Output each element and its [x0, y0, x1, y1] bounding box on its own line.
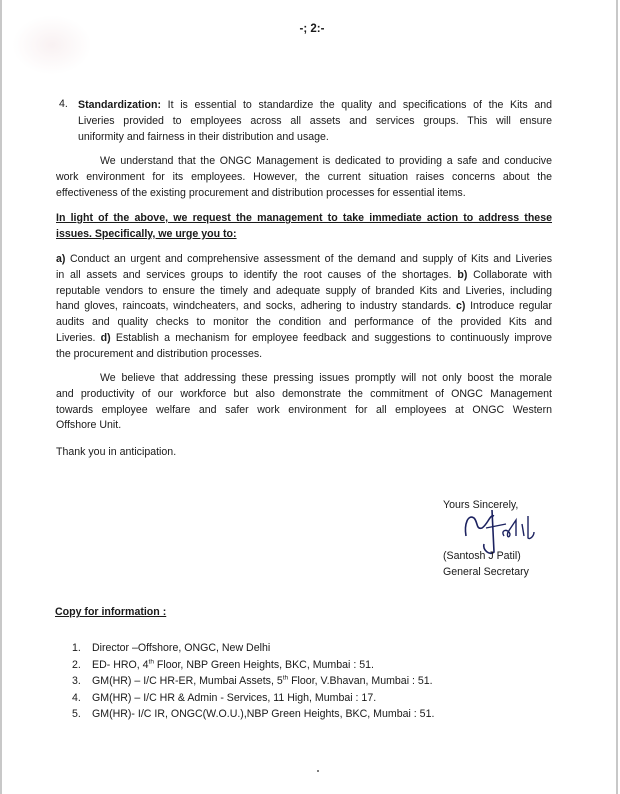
copy-item-text: GM(HR) – I/C HR-ER, Mumbai Assets, 5 [92, 675, 283, 687]
item-number: 4. [59, 98, 68, 110]
action-label-b: b) [457, 268, 468, 281]
text-line [56, 268, 552, 284]
signatory [443, 548, 529, 580]
copy-item-number: 1. [72, 642, 81, 654]
ordinal-suffix: th [148, 657, 154, 665]
copy-item [72, 673, 434, 690]
text-line: audits and quality checks to monitor the condition and performance of the provided Kits and [56, 316, 552, 329]
text-line: towards employee welfare and safer work environment for all employees at ONGC Western [56, 403, 552, 416]
copy-item-text: ED- HRO, 4 [92, 658, 149, 671]
copy-item-number: 3. [72, 675, 81, 687]
paragraph-understand [56, 154, 552, 201]
text-line [56, 252, 552, 268]
copy-item [72, 706, 434, 723]
copy-item-text: GM(HR) – I/C HR & Admin - Services, 11 High, Mumbai : 17. [92, 691, 377, 704]
closing: Yours Sincerely, [443, 499, 519, 511]
action-label-a: a) [56, 253, 66, 265]
copy-item-number: 4. [72, 691, 81, 704]
action-label-d: d) [100, 331, 111, 344]
text-line: Liveries provided to employees across all assets and services groups. This will ensure [78, 114, 552, 127]
text-line: the procurement and distribution processes. [56, 347, 263, 360]
text-line: In light of the above, we request the management to take immediate action to address these [56, 212, 552, 224]
copy-heading: Copy for information : [55, 606, 167, 618]
text-line: uniformity and fairness in their distribution and usage. [78, 130, 329, 143]
text-span: in all assets and services groups to identify the root causes of the shortages. [56, 268, 458, 281]
text-span: hand gloves, raincoats, windcheaters, and socks, adhering to industry standards. [56, 300, 456, 313]
text-span: It is essential to standardize the quality and specifications of the Kits and [161, 99, 552, 111]
copy-item-text: Director –Offshore, ONGC, New Delhi [92, 642, 271, 654]
text-line [56, 331, 552, 347]
text-span: Introduce regular [465, 300, 552, 313]
text-line: reputable vendors to ensure the timely and adequate supply of branded Kits and Liveries, including [56, 284, 552, 297]
standardization-item [78, 98, 552, 145]
copy-list [72, 640, 434, 723]
action-items [56, 252, 552, 363]
text-line: and productivity of our workforce but also demonstrate the commitment of ONGC Management [56, 387, 552, 400]
copy-item [72, 690, 434, 707]
paragraph-believe [56, 371, 552, 434]
text-line: issues. Specifically, we urge you to: [56, 227, 237, 240]
text-line: We believe that addressing these pressing issues promptly will not only boost the morale [100, 372, 552, 384]
request-heading [56, 211, 552, 243]
page-number: -; 2:- [299, 23, 325, 35]
ordinal-suffix: th [282, 674, 289, 682]
copy-item-text: GM(HR)- I/C IR, ONGC(W.O.U.),NBP Green Heights, BKC, Mumbai : 51. [92, 708, 435, 720]
text-line: We understand that the ONGC Management is dedicated to providing a safe and conducive [100, 155, 552, 167]
text-line: Offshore Unit. [56, 419, 122, 432]
item-title: Standardization: [78, 99, 161, 111]
copy-item-number: 5. [72, 708, 81, 720]
text-line [56, 299, 552, 315]
scan-speck [317, 770, 319, 772]
thanks-line [56, 445, 552, 461]
copy-item-text: Floor, NBP Green Heights, BKC, Mumbai : 51. [153, 658, 374, 671]
text-line: effectiveness of the existing procurement and distribution processes for essential items. [56, 186, 466, 199]
text-line [78, 98, 552, 114]
text-span: Liveries. [56, 331, 101, 344]
text-line: work environment for its employees. However, the current situation raises concerns about the [56, 170, 552, 183]
copy-item [72, 657, 434, 674]
signatory-name: (Santosh J Patil) [443, 550, 521, 562]
text-span: Establish a mechanism for employee feedback and suggestions to continuously improve [110, 331, 553, 344]
copy-item [72, 640, 434, 657]
text-line: Thank you in anticipation. [56, 446, 177, 458]
copy-item-text: Floor, V.Bhavan, Mumbai : 51. [288, 675, 433, 687]
text-span: Collaborate with [467, 268, 552, 281]
action-label-c: c) [455, 300, 466, 313]
text-span: Conduct an urgent and comprehensive assessment of the demand and supply of Kits and Liveries [65, 253, 552, 265]
signatory-title: General Secretary [443, 566, 529, 578]
copy-item-number: 2. [72, 658, 81, 671]
